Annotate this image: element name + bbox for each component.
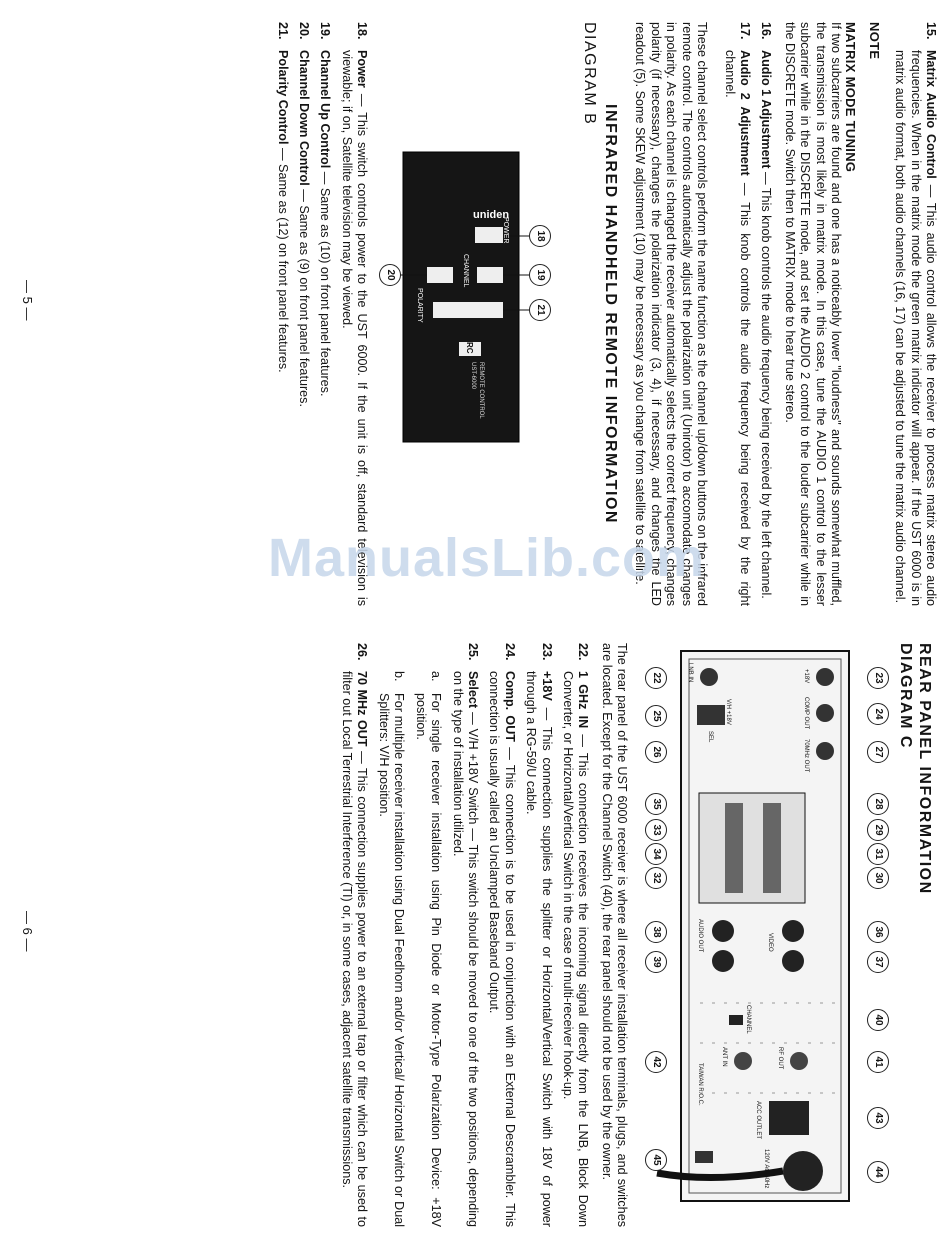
jack-37 [782,950,804,972]
callout-44: 44 [867,1161,889,1183]
remote-items [274,22,369,606]
item-18 [338,22,369,606]
item-text: — Same as (9) on front panel features. [297,189,312,407]
item-body [523,671,554,1227]
item-number: 18. [355,22,370,40]
sub-letter: a. [429,671,444,682]
item-title: Polarity Control [275,50,290,145]
sub-letter: b. [392,671,407,682]
item-number: 22. [576,643,591,661]
item-text: — This audio control allows the receiver to process matrix stereo audio frequencies. When in the matrix mode the green matrix indicator will appear. If the UST 6000 is in matrix audio format, both audio channels (16, 17) can be adjusted to tune the matrix audio channel. [893,50,938,607]
label-video: VIDEO [767,933,774,952]
item-title: Audio 2 Adjustment [737,50,752,176]
item-number: 17. [737,22,752,40]
sub-text: For multiple receiver installation using Dual Feedhorn and/or Vertical/ Horizontal Switch or Dual Splitters: V/H position. [376,693,407,1227]
item-number: 25. [465,643,480,661]
fuse-45 [695,1151,713,1163]
label-sel: SEL [707,731,714,743]
label-ant-in: ANT IN [721,1047,728,1067]
callout-39: 39 [645,951,667,973]
item-number: 26. [355,643,370,661]
page-number-5: — 5 — [20,280,35,321]
sub-item-b [376,671,407,1227]
item-number: 24. [502,643,517,661]
watermark: ManualsLib.com [268,528,706,588]
label-acc-outlet: ACC OUTLET [755,1101,762,1140]
callout-26: 26 [645,741,667,763]
rear-panel-diagram [635,643,893,1227]
callout-19: 19 [529,264,551,286]
item-text: — This connection supplies power to an external trap or filter which can be used to filter out Local Terrestrial Interference (TI) or, in some cases, adjacent satellite transmissions. [340,671,370,1227]
page-6-content [12,643,938,1227]
polarity-bar-shape [433,302,503,318]
page-5-content [12,22,938,606]
item-26 [339,643,370,1227]
jack-38 [712,920,734,942]
label-18v: +18V [803,669,810,684]
callout-22: 22 [645,667,667,689]
item-text: — This connection supplies the splitter or Horizontal/Vertical Switch with 18V of power through a RG-59/U cable. [524,671,554,1227]
item-body [721,50,752,606]
item-15 [892,22,938,606]
label-taiwan: TAIWAN R.O.C. [697,1063,704,1106]
item-title: 1 GHz IN [576,671,591,729]
item-title: 70 MHz OUT [355,671,370,747]
item-number: 20. [297,22,312,40]
rear-intro: The rear panel of the UST 6000 receiver is where all receiver installation terminals, plugs, and switches are located. Except for the Channel Switch (40), the rear panel should not be used by the owner. [599,643,630,1227]
item-title: Power [355,50,370,88]
callout-32: 32 [645,867,667,889]
diagram-c-title: DIAGRAM C [896,643,914,749]
channel-label: CHANNEL [462,254,470,288]
callout-37: 37 [867,951,889,973]
channel-up-shape [477,267,503,283]
callout-27: 27 [867,741,889,763]
label-lnb-in: LNB IN [687,663,694,683]
item-body [486,671,517,1227]
terminal-row-2 [725,803,743,893]
item-title: Select [465,671,480,709]
jack-23 [816,668,834,686]
page-6 [0,621,950,1241]
callout-31: 31 [867,843,889,865]
item-title: Channel Down Control [297,50,312,186]
remote-section-title: INFRARED HANDHELD REMOTE INFORMATION [602,104,620,524]
jack-39 [712,950,734,972]
label-mhz: 70MHz OUT [803,739,810,773]
callout-41: 41 [867,1051,889,1073]
item-19 [317,22,332,606]
callout-36: 36 [867,921,889,943]
acc-outlet-43 [769,1101,809,1135]
item-number: 21. [275,22,290,40]
callout-38: 38 [645,921,667,943]
label-audio-out: AUDIO OUT [697,919,704,953]
callout-29: 29 [867,819,889,841]
callout-23: 23 [867,667,889,689]
jack-22 [700,668,718,686]
callout-45: 45 [645,1149,667,1171]
ant-in-42 [734,1052,752,1070]
page-number-6: — 6 — [20,911,35,952]
power-label: POWER [502,217,510,244]
callout-35: 35 [645,793,667,815]
callout-21: 21 [529,299,551,321]
callout-40: 40 [867,1009,889,1031]
callout-25: 25 [645,705,667,727]
label-power: 120V AC 60Hz [763,1149,770,1189]
item-body [449,671,480,1227]
callout-30: 30 [867,867,889,889]
remote-diagram [377,22,577,606]
item-text: — This knob controls the audio frequency being received by the right channel. [722,50,752,606]
label-rf-out: RF OUT [777,1047,784,1070]
callout-24: 24 [867,703,889,725]
item-16 [758,22,773,606]
matrix-heading: MATRIX MODE TUNING [843,22,859,173]
item-title: Matrix Audio Control [924,50,938,179]
channel-paragraph: These channel select controls perform the name function as the channel up/down buttons on the infrared remote control. The controls automatically adjust the polarization unit (Unirotor) to accomodate changes in polarity. As each channel is changed the receiver automatically selects the correct frequency, changes polarity (if necessary), changes the polarization indicator (3, 4), if necessary, and changes the LED readout (5). Some SKEW adjustment (10) may be necessary as you change from satellite to satellite. [633,22,710,606]
item-body [296,50,311,606]
item-body [892,50,938,606]
matrix-paragraph: If two subcarriers are found and one has a noticeably lower "loudness" and sounds somewhat muffled, the transmission is most likely in matrix mode. In this case, tune the AUDIO 1 control to the lesser subcarrier while in the DISCRETE mode, and set the AUDIO 2 control to the louder subcarrier while in the DISCRETE mode. Switch then to MATRIX mode to hear true stereo. [782,22,843,606]
note-heading: NOTE [866,22,882,60]
item-number: 15. [924,22,938,40]
item-number: 16. [759,22,774,40]
item-20 [296,22,311,606]
model-text: REMOTE CONTROL UST-6000 [470,362,485,419]
item-text: — This switch controls power to the UST 6000. If the unit is off, standard television is viewable; if on, Satellite television may be viewed. [339,50,370,606]
item-body [339,671,370,1227]
item-text: — This knob controls the audio frequency being received by the left channel. [759,171,774,599]
sub-item-a [412,671,443,1227]
model-badge: RC [465,342,475,354]
jack-27 [816,742,834,760]
callout-34: 34 [645,843,667,865]
item-number: 23. [539,643,554,661]
terminal-row [763,803,781,893]
terminal-block [699,793,805,903]
item-22 [560,643,591,1227]
sub-text: For single receiver installation using Pin Diode or Motor-Type Polarization Device: +18V position. [413,693,444,1227]
diagram-b-title: DIAGRAM B [580,22,598,126]
item-24 [486,643,517,1227]
item-body [338,50,369,606]
label-channel: CHANNEL [745,1005,752,1034]
callout-28: 28 [867,793,889,815]
remote-brand: uniden [473,209,510,221]
channel-down-shape [427,267,453,283]
item-title: Audio 1 Adjustment [759,50,774,169]
callout-43: 43 [867,1107,889,1129]
jack-36 [782,920,804,942]
polarity-label: POLARITY [416,288,424,323]
callout-20: 20 [379,264,401,286]
callout-18: 18 [529,225,551,247]
item-text: — Same as (10) on front panel features. [318,171,333,397]
item-body [317,50,332,606]
item-21 [274,22,289,606]
item-text: — This connection is to be used in conjunction with an External Descrambler. This connection is usually called an Unclamped Baseband Output. [487,671,517,1228]
item-text: — This connection receives the incoming signal directly from the LNB, Block Down Converter, or Horizontal/Vertical Switch in the case of multi-receiver hook-up. [560,671,591,1228]
item-text: — V/H +18V Switch — This switch should be moved to one of the two positions, depending on the type of installation utilized. [450,671,480,1228]
item-body [560,671,591,1227]
item-number: 19. [318,22,333,40]
callout-33: 33 [645,819,667,841]
label-vh: V/H +18V [725,699,732,725]
item-title: Channel Up Control [318,50,333,169]
jack-24 [816,704,834,722]
callout-42: 42 [645,1051,667,1073]
power-cord-44 [783,1151,823,1191]
item-title: Comp. OUT [502,671,517,742]
rear-panel-title: REAR PANEL INFORMATION [916,643,933,895]
item-title: +18V [539,671,554,701]
rf-out-41 [790,1052,808,1070]
item-body [758,50,773,606]
item-body [274,50,289,606]
label-comp-out: COMP OUT [803,697,810,730]
item-text: — Same as (12) on front panel features. [275,147,290,373]
item-25 [449,643,480,1227]
item-17 [721,22,752,606]
item-23 [523,643,554,1227]
